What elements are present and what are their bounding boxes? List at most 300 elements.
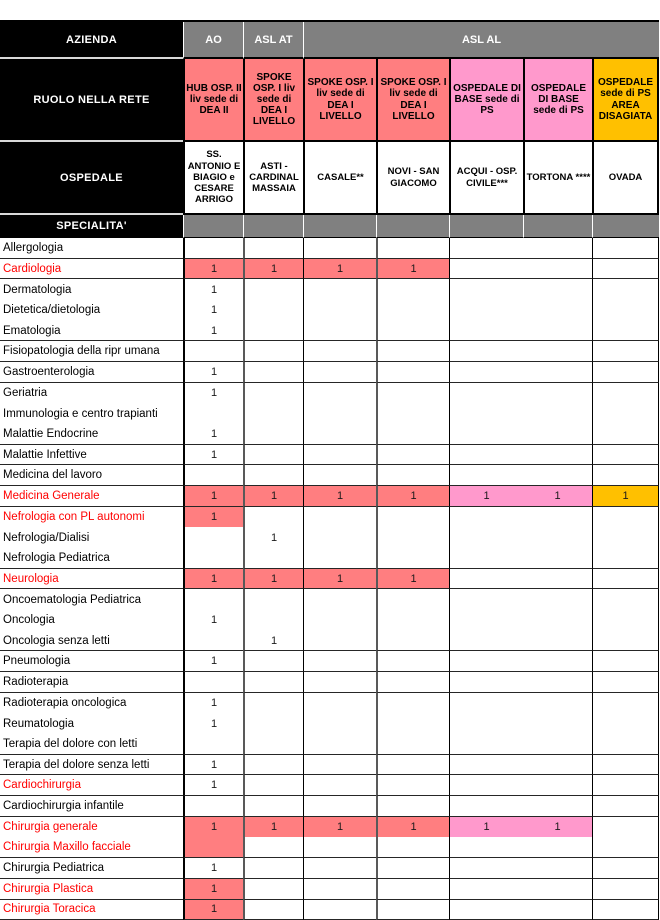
value-cell <box>449 548 523 569</box>
value-cell <box>592 548 659 569</box>
value-cell <box>243 900 303 920</box>
value-cell <box>243 589 303 610</box>
value-cell <box>303 300 376 321</box>
value-cell <box>303 651 376 672</box>
specialty-name: Dietetica/dietologia <box>0 300 183 321</box>
table-row <box>0 858 659 879</box>
table-row <box>0 403 659 424</box>
value-cell <box>303 693 376 714</box>
specialty-name: Nefrologia/Dialisi <box>0 527 183 548</box>
value-cell <box>449 279 523 300</box>
specialty-name: Terapia del dolore senza letti <box>0 755 183 776</box>
value-cell <box>303 713 376 734</box>
table-row <box>0 424 659 445</box>
value-cell <box>523 796 592 817</box>
value-cell <box>592 403 659 424</box>
value-cell <box>376 672 449 693</box>
specialty-name: Chirurgia Maxillo facciale <box>0 837 183 858</box>
value-cell <box>523 548 592 569</box>
value-cell <box>303 527 376 548</box>
value-cell <box>523 837 592 858</box>
ospedale-header-row <box>0 142 659 215</box>
value-cell <box>592 755 659 776</box>
table-row <box>0 775 659 796</box>
value-cell <box>376 383 449 404</box>
value-cell <box>449 651 523 672</box>
value-cell <box>376 238 449 259</box>
value-cell <box>376 341 449 362</box>
value-cell: 1 <box>183 693 243 714</box>
specialty-name: Chirurgia generale <box>0 817 183 838</box>
value-cell <box>243 755 303 776</box>
value-cell <box>303 341 376 362</box>
value-cell <box>243 775 303 796</box>
value-cell <box>449 300 523 321</box>
value-cell <box>183 672 243 693</box>
table-row <box>0 238 659 259</box>
value-cell <box>449 259 523 280</box>
value-cell <box>303 445 376 466</box>
table-row <box>0 548 659 569</box>
value-cell <box>303 362 376 383</box>
value-cell <box>376 693 449 714</box>
ruolo-header-row <box>0 59 659 142</box>
specialty-name: Radioterapia <box>0 672 183 693</box>
hospital-specialties-table <box>0 20 659 920</box>
value-cell <box>376 734 449 755</box>
value-cell <box>303 238 376 259</box>
value-cell <box>303 589 376 610</box>
value-cell <box>449 465 523 486</box>
value-cell <box>592 734 659 755</box>
table-row <box>0 383 659 404</box>
value-cell <box>523 507 592 528</box>
value-cell <box>243 465 303 486</box>
table-row <box>0 672 659 693</box>
value-cell: 1 <box>303 569 376 590</box>
value-cell <box>303 631 376 652</box>
value-cell <box>376 362 449 383</box>
value-cell <box>183 465 243 486</box>
value-cell <box>523 465 592 486</box>
value-cell: 1 <box>183 651 243 672</box>
value-cell <box>592 651 659 672</box>
value-cell <box>523 755 592 776</box>
value-cell <box>592 383 659 404</box>
value-cell <box>523 858 592 879</box>
value-cell <box>376 879 449 900</box>
value-cell <box>303 321 376 342</box>
value-cell <box>243 796 303 817</box>
specialty-name: Malattie Infettive <box>0 445 183 466</box>
value-cell <box>183 527 243 548</box>
value-cell <box>449 713 523 734</box>
value-cell <box>592 445 659 466</box>
value-cell: 1 <box>183 507 243 528</box>
value-cell <box>303 837 376 858</box>
value-cell: 1 <box>183 486 243 507</box>
value-cell <box>376 631 449 652</box>
value-cell <box>523 383 592 404</box>
value-cell: 1 <box>183 755 243 776</box>
value-cell <box>592 321 659 342</box>
table-row <box>0 465 659 486</box>
value-cell <box>592 527 659 548</box>
value-cell: 1 <box>183 879 243 900</box>
value-cell: 1 <box>376 817 449 838</box>
value-cell <box>449 403 523 424</box>
hospital-name-cell: ASTI - CARDINAL MASSAIA <box>243 142 303 215</box>
value-cell <box>523 362 592 383</box>
value-cell <box>449 238 523 259</box>
value-cell <box>523 569 592 590</box>
specialita-header-row <box>0 215 659 238</box>
specialty-name: Cardiochirurgia <box>0 775 183 796</box>
value-cell: 1 <box>303 817 376 838</box>
value-cell: 1 <box>592 486 659 507</box>
specialita-filler-cell <box>303 215 376 238</box>
value-cell: 1 <box>523 486 592 507</box>
value-cell <box>243 279 303 300</box>
value-cell: 1 <box>183 259 243 280</box>
specialty-name: Gastroenterologia <box>0 362 183 383</box>
value-cell <box>243 651 303 672</box>
value-cell <box>376 713 449 734</box>
value-cell <box>523 341 592 362</box>
value-cell <box>449 383 523 404</box>
value-cell <box>592 424 659 445</box>
value-cell <box>376 775 449 796</box>
value-cell <box>523 631 592 652</box>
value-cell <box>592 900 659 920</box>
value-cell <box>303 734 376 755</box>
hospital-name-cell: ACQUI - OSP. CIVILE*** <box>449 142 523 215</box>
value-cell <box>449 734 523 755</box>
value-cell <box>523 259 592 280</box>
value-cell: 1 <box>376 259 449 280</box>
specialty-name: Cardiochirurgia infantile <box>0 796 183 817</box>
value-cell <box>592 858 659 879</box>
table-row <box>0 837 659 858</box>
specialty-name: Chirurgia Plastica <box>0 879 183 900</box>
value-cell <box>449 858 523 879</box>
value-cell: 1 <box>183 424 243 445</box>
specialty-name: Oncologia senza letti <box>0 631 183 652</box>
value-cell: 1 <box>243 259 303 280</box>
value-cell <box>303 465 376 486</box>
value-cell <box>376 465 449 486</box>
table-row <box>0 734 659 755</box>
value-cell: 1 <box>183 569 243 590</box>
value-cell: 1 <box>303 486 376 507</box>
value-cell <box>376 651 449 672</box>
value-cell <box>243 300 303 321</box>
specialty-name: Pneumologia <box>0 651 183 672</box>
value-cell <box>523 238 592 259</box>
value-cell <box>523 734 592 755</box>
table-row <box>0 610 659 631</box>
value-cell <box>376 424 449 445</box>
specialita-filler-cell <box>449 215 523 238</box>
table-row <box>0 259 659 280</box>
value-cell <box>592 817 659 838</box>
value-cell <box>243 610 303 631</box>
value-cell <box>376 279 449 300</box>
value-cell <box>592 465 659 486</box>
table-row <box>0 569 659 590</box>
hospital-name-cell: SS. ANTONIO E BIAGIO e CESARE ARRIGO <box>183 142 243 215</box>
value-cell <box>183 631 243 652</box>
value-cell <box>592 837 659 858</box>
value-cell <box>243 341 303 362</box>
value-cell <box>592 631 659 652</box>
value-cell <box>449 796 523 817</box>
value-cell <box>243 383 303 404</box>
value-cell <box>523 713 592 734</box>
value-cell <box>183 341 243 362</box>
table-row <box>0 879 659 900</box>
value-cell: 1 <box>449 817 523 838</box>
value-cell: 1 <box>376 569 449 590</box>
value-cell: 1 <box>183 279 243 300</box>
value-cell <box>303 548 376 569</box>
azienda-group-ao: AO <box>183 22 243 59</box>
value-cell <box>592 879 659 900</box>
value-cell <box>592 300 659 321</box>
value-cell <box>243 403 303 424</box>
hospital-name-cell: NOVI - SAN GIACOMO <box>376 142 449 215</box>
value-cell: 1 <box>183 321 243 342</box>
value-cell <box>243 672 303 693</box>
value-cell <box>449 321 523 342</box>
value-cell: 1 <box>183 858 243 879</box>
value-cell <box>449 507 523 528</box>
value-cell <box>523 445 592 466</box>
value-cell <box>243 445 303 466</box>
value-cell <box>449 755 523 776</box>
table-row <box>0 631 659 652</box>
value-cell <box>523 589 592 610</box>
value-cell <box>376 900 449 920</box>
value-cell <box>523 610 592 631</box>
specialty-name: Terapia del dolore con letti <box>0 734 183 755</box>
value-cell: 1 <box>183 445 243 466</box>
value-cell <box>183 403 243 424</box>
value-cell <box>523 300 592 321</box>
specialty-name: Medicina Generale <box>0 486 183 507</box>
value-cell: 1 <box>183 900 243 920</box>
ruolo-cell: OSPEDALE DI BASE sede di PS <box>523 59 592 142</box>
azienda-group-asl-al: ASL AL <box>303 22 659 59</box>
specialty-name: Medicina del lavoro <box>0 465 183 486</box>
value-cell <box>303 424 376 445</box>
value-cell <box>523 879 592 900</box>
value-cell <box>592 775 659 796</box>
specialty-name: Oncoematologia Pediatrica <box>0 589 183 610</box>
specialty-name: Allergologia <box>0 238 183 259</box>
table-row <box>0 651 659 672</box>
value-cell <box>303 775 376 796</box>
value-cell <box>303 879 376 900</box>
value-cell <box>523 900 592 920</box>
table-row <box>0 755 659 776</box>
value-cell <box>592 259 659 280</box>
azienda-group-asl-at: ASL AT <box>243 22 303 59</box>
value-cell <box>183 238 243 259</box>
value-cell: 1 <box>243 527 303 548</box>
value-cell <box>592 569 659 590</box>
value-cell <box>523 693 592 714</box>
value-cell: 1 <box>303 259 376 280</box>
value-cell <box>523 775 592 796</box>
value-cell <box>592 362 659 383</box>
value-cell <box>449 569 523 590</box>
value-cell: 1 <box>523 817 592 838</box>
table-row <box>0 445 659 466</box>
value-cell <box>183 589 243 610</box>
table-row <box>0 507 659 528</box>
value-cell: 1 <box>183 817 243 838</box>
value-cell <box>376 589 449 610</box>
value-cell <box>449 527 523 548</box>
value-cell <box>376 321 449 342</box>
value-cell <box>376 445 449 466</box>
specialty-name: Immunologia e centro trapianti <box>0 403 183 424</box>
value-cell <box>243 362 303 383</box>
table-row <box>0 527 659 548</box>
value-cell <box>523 651 592 672</box>
value-cell <box>243 837 303 858</box>
value-cell: 1 <box>449 486 523 507</box>
value-cell <box>592 341 659 362</box>
value-cell <box>303 858 376 879</box>
value-cell <box>449 631 523 652</box>
table-row <box>0 279 659 300</box>
specialty-name: Oncologia <box>0 610 183 631</box>
value-cell <box>303 672 376 693</box>
specialty-name: Ematologia <box>0 321 183 342</box>
specialita-filler-cell <box>523 215 592 238</box>
azienda-row-label: AZIENDA <box>0 22 183 59</box>
value-cell <box>449 900 523 920</box>
value-cell <box>592 589 659 610</box>
value-cell <box>449 589 523 610</box>
value-cell <box>376 858 449 879</box>
specialty-name: Neurologia <box>0 569 183 590</box>
specialita-filler-cell <box>183 215 243 238</box>
table-row <box>0 900 659 920</box>
specialties-body <box>0 238 659 920</box>
value-cell <box>303 383 376 404</box>
value-cell <box>523 279 592 300</box>
value-cell: 1 <box>243 569 303 590</box>
value-cell <box>592 672 659 693</box>
azienda-header-row <box>0 22 659 59</box>
value-cell <box>303 610 376 631</box>
value-cell <box>303 755 376 776</box>
specialita-row-label: SPECIALITA' <box>0 215 183 238</box>
value-cell <box>243 734 303 755</box>
value-cell <box>303 796 376 817</box>
value-cell: 1 <box>183 300 243 321</box>
ruolo-row-label: RUOLO NELLA RETE <box>0 59 183 142</box>
value-cell <box>376 755 449 776</box>
value-cell <box>592 610 659 631</box>
table-row <box>0 321 659 342</box>
value-cell: 1 <box>376 486 449 507</box>
specialty-name: Malattie Endocrine <box>0 424 183 445</box>
value-cell <box>243 858 303 879</box>
value-cell <box>376 796 449 817</box>
value-cell <box>376 610 449 631</box>
value-cell <box>592 238 659 259</box>
value-cell <box>523 321 592 342</box>
value-cell <box>592 713 659 734</box>
hospital-name-cell: OVADA <box>592 142 659 215</box>
specialty-name: Chirurgia Pediatrica <box>0 858 183 879</box>
table-row <box>0 796 659 817</box>
value-cell <box>376 403 449 424</box>
specialty-name: Radioterapia oncologica <box>0 693 183 714</box>
value-cell <box>376 548 449 569</box>
table-row <box>0 713 659 734</box>
specialita-filler-cell <box>243 215 303 238</box>
value-cell <box>183 734 243 755</box>
value-cell <box>376 837 449 858</box>
value-cell <box>449 775 523 796</box>
table-row <box>0 817 659 838</box>
value-cell <box>243 879 303 900</box>
value-cell: 1 <box>183 610 243 631</box>
value-cell <box>523 672 592 693</box>
value-cell <box>592 796 659 817</box>
value-cell <box>243 424 303 445</box>
hospital-name-cell: CASALE** <box>303 142 376 215</box>
value-cell <box>523 403 592 424</box>
value-cell: 1 <box>183 775 243 796</box>
ruolo-cell: OSPEDALE DI BASE sede di PS <box>449 59 523 142</box>
specialty-name: Nefrologia Pediatrica <box>0 548 183 569</box>
table-row <box>0 300 659 321</box>
value-cell <box>243 507 303 528</box>
hospital-name-cell: TORTONA **** <box>523 142 592 215</box>
value-cell <box>376 507 449 528</box>
value-cell <box>376 527 449 548</box>
ruolo-cell: HUB OSP. II liv sede di DEA II <box>183 59 243 142</box>
value-cell: 1 <box>183 713 243 734</box>
value-cell <box>449 445 523 466</box>
value-cell <box>449 424 523 445</box>
value-cell <box>303 507 376 528</box>
specialty-name: Dermatologia <box>0 279 183 300</box>
specialty-name: Fisiopatologia della ripr umana <box>0 341 183 362</box>
value-cell: 1 <box>183 383 243 404</box>
table-row <box>0 589 659 610</box>
specialty-name: Geriatria <box>0 383 183 404</box>
value-cell <box>523 527 592 548</box>
table-row <box>0 341 659 362</box>
ospedale-row-label: OSPEDALE <box>0 142 183 215</box>
value-cell <box>449 837 523 858</box>
value-cell: 1 <box>243 631 303 652</box>
value-cell <box>243 238 303 259</box>
value-cell <box>592 693 659 714</box>
table-row <box>0 362 659 383</box>
value-cell <box>523 424 592 445</box>
table-row <box>0 693 659 714</box>
value-cell <box>303 900 376 920</box>
value-cell <box>243 321 303 342</box>
